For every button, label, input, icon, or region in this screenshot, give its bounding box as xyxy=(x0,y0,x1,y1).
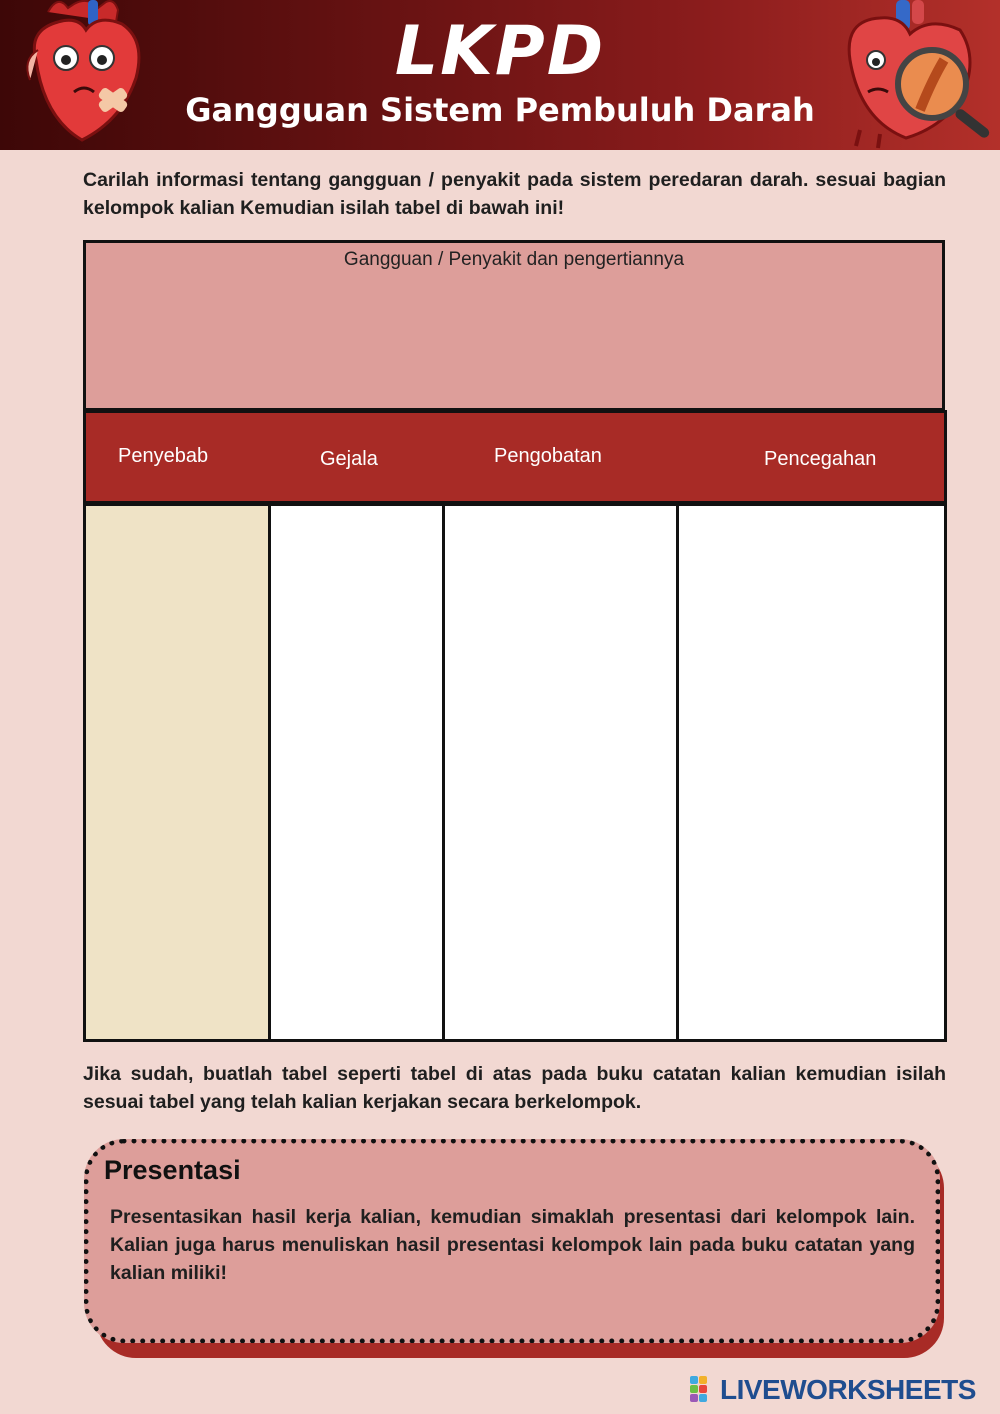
presentation-text: Presentasikan hasil kerja kalian, kemudian simaklah presentasi dari kelompok lain. Kalian juga harus menuliskan hasil presentasi kelompok lain pada buku catatan yang kalian miliki! xyxy=(110,1206,915,1284)
answer-cell-pengobatan[interactable] xyxy=(445,506,679,1039)
column-header-gejala: Gejala xyxy=(320,448,378,470)
page-subtitle: Gangguan Sistem Pembuluh Darah xyxy=(185,91,815,129)
instruction-text: Carilah informasi tentang gangguan / penyakit pada sistem peredaran darah. sesuai bagian kelompok kalian Kemudian isilah tabel di bawah ini! xyxy=(83,169,946,219)
column-header-pengobatan: Pengobatan xyxy=(494,445,602,467)
answer-cell-pencegahan[interactable] xyxy=(679,506,941,1039)
column-header-pencegahan: Pencegahan xyxy=(764,448,877,470)
presentation-title: Presentasi xyxy=(104,1155,241,1185)
page-title: LKPD xyxy=(394,12,606,91)
heart-magnifier-mascot-icon xyxy=(820,0,1000,150)
answer-table xyxy=(83,503,947,1042)
liveworksheets-mark-icon xyxy=(690,1376,716,1404)
answer-cell-gejala[interactable] xyxy=(271,506,445,1039)
follow-up-instruction: Jika sudah, buatlah tabel seperti tabel di atas pada buku catatan kalian kemudian isilah sesuai tabel yang telah kalian kerjakan secara berkelompok. xyxy=(83,1063,946,1113)
definition-box[interactable] xyxy=(83,240,945,411)
liveworksheets-logo-text: LIVEWORKSHEETS xyxy=(720,1374,976,1405)
column-header-penyebab: Penyebab xyxy=(118,445,209,467)
table-header-row xyxy=(83,410,947,504)
definition-box-title: Gangguan / Penyakit dan pengertiannya xyxy=(343,249,685,270)
header-banner xyxy=(0,0,1000,150)
answer-cell-penyebab[interactable] xyxy=(86,506,271,1039)
liveworksheets-logo[interactable] xyxy=(690,1372,976,1408)
